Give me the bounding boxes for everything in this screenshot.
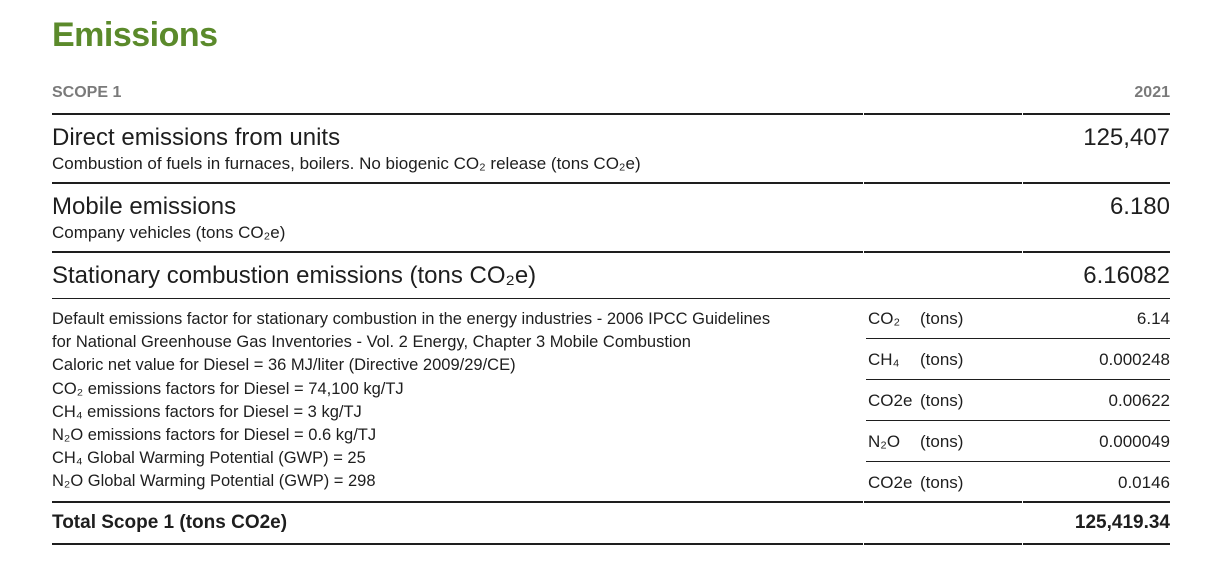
note-line: CH₄ Global Warming Potential (GWP) = 25 bbox=[52, 449, 366, 468]
total-value: 125,419.34 bbox=[1074, 512, 1170, 533]
gas-row bbox=[866, 298, 1170, 339]
gas-unit: (tons) bbox=[920, 350, 964, 369]
divider bbox=[52, 501, 1170, 503]
row-subtitle: Combustion of fuels in furnaces, boilers. No biogenic CO₂ release (tons CO₂e) bbox=[52, 154, 641, 173]
divider bbox=[52, 251, 1170, 253]
gas-unit: (tons) bbox=[920, 473, 964, 492]
gas-unit: (tons) bbox=[920, 391, 964, 410]
row-title: Stationary combustion emissions (tons CO₂e) bbox=[52, 262, 537, 289]
gas-value: 0.000049 bbox=[1099, 432, 1170, 451]
gas-unit: (tons) bbox=[920, 432, 964, 451]
note-line: Default emissions factor for stationary combustion in the energy industries - 2006 IPCC Guidelines bbox=[52, 310, 771, 328]
column-gap bbox=[863, 110, 864, 255]
note-line: N₂O Global Warming Potential (GWP) = 298 bbox=[52, 472, 376, 491]
gas-name: N₂O bbox=[868, 432, 901, 451]
row-value: 125,407 bbox=[1083, 124, 1170, 151]
gas-name: CO₂ bbox=[868, 309, 901, 328]
gas-value: 0.00622 bbox=[1108, 391, 1170, 410]
note-line: Caloric net value for Diesel = 36 MJ/liter (Directive 2009/29/CE) bbox=[52, 356, 516, 375]
row-title: Mobile emissions bbox=[52, 193, 237, 220]
divider bbox=[52, 113, 1170, 115]
note-line: CO₂ emissions factors for Diesel = 74,100 kg/TJ bbox=[52, 379, 404, 398]
gas-row bbox=[866, 339, 1170, 380]
gas-value: 6.14 bbox=[1136, 309, 1170, 328]
scope-label: SCOPE 1 bbox=[52, 84, 122, 101]
gas-name: CO2e bbox=[868, 391, 913, 410]
gas-name: CH₄ bbox=[868, 350, 900, 369]
gas-value: 0.000248 bbox=[1099, 350, 1170, 369]
row-title: Direct emissions from units bbox=[52, 124, 341, 151]
gas-name: CO2e bbox=[868, 473, 913, 492]
divider bbox=[52, 543, 1170, 545]
row-subtitle: Company vehicles (tons CO₂e) bbox=[52, 223, 286, 242]
page-title: Emissions bbox=[52, 16, 218, 54]
gas-unit: (tons) bbox=[920, 309, 964, 328]
row-value: 6.180 bbox=[1109, 193, 1170, 220]
year-column-header: 2021 bbox=[1134, 84, 1170, 101]
divider bbox=[52, 182, 1170, 184]
gas-row bbox=[866, 421, 1170, 462]
note-line: N₂O emissions factors for Diesel = 0.6 kg/TJ bbox=[52, 426, 377, 445]
note-line: for National Greenhouse Gas Inventories - Vol. 2 Energy, Chapter 3 Mobile Combustion bbox=[52, 333, 691, 352]
note-line: CH₄ emissions factors for Diesel = 3 kg/TJ bbox=[52, 402, 362, 421]
table-header bbox=[52, 84, 1170, 108]
total-label: Total Scope 1 (tons CO2e) bbox=[52, 512, 288, 533]
row-value: 6.16082 bbox=[1083, 262, 1170, 289]
emissions-report bbox=[52, 0, 1170, 574]
column-gap bbox=[1022, 498, 1023, 548]
gas-row bbox=[866, 462, 1170, 503]
column-gap bbox=[863, 498, 864, 548]
column-gap bbox=[1022, 110, 1023, 255]
emission-factors-notes bbox=[52, 308, 842, 494]
gas-row bbox=[866, 380, 1170, 421]
gas-value: 0.0146 bbox=[1118, 473, 1170, 492]
